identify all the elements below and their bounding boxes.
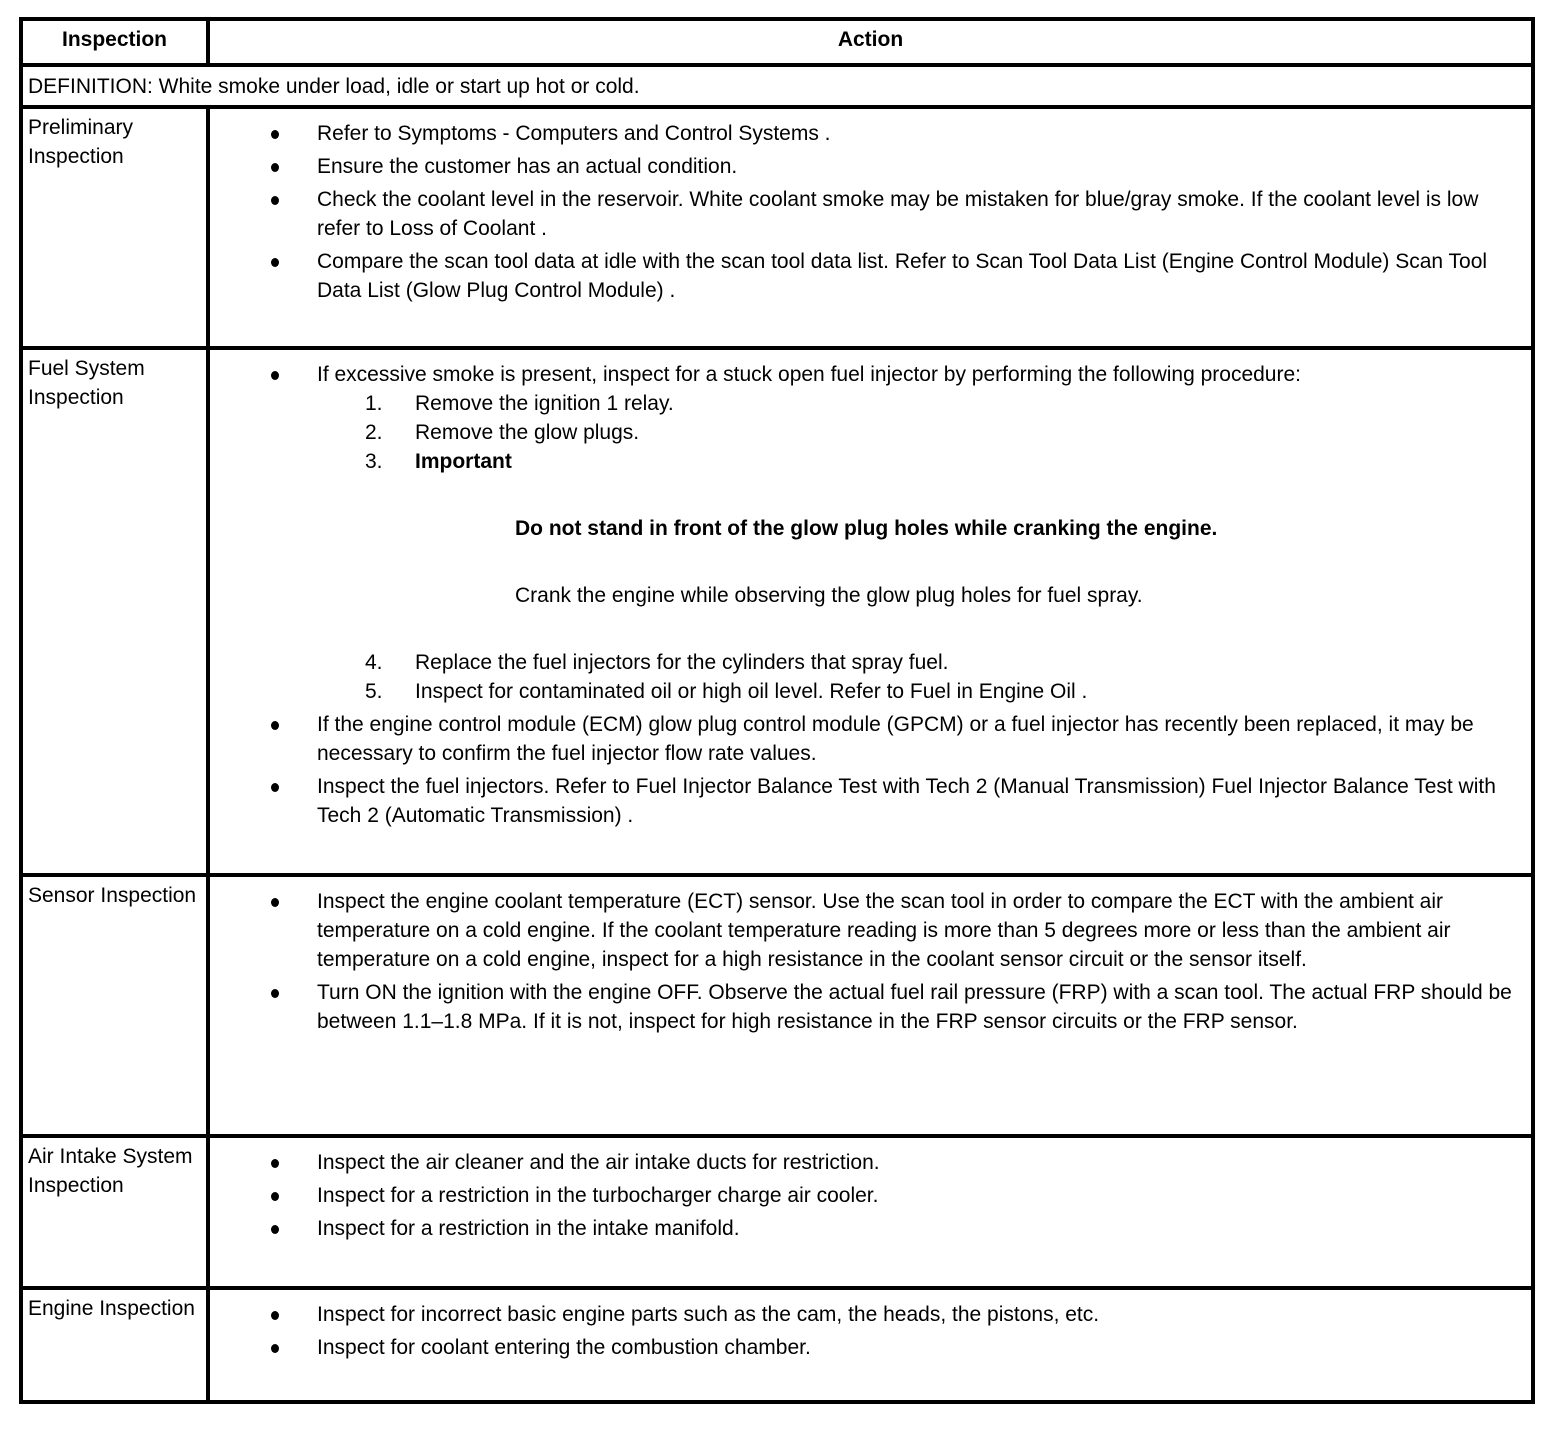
diagnostic-table	[19, 17, 1535, 1404]
inspection-label: Fuel System Inspection	[23, 350, 210, 873]
definition-text: DEFINITION: White smoke under load, idle or start up hot or cold.	[28, 75, 640, 98]
list-item: If the engine control module (ECM) glow plug control module (GPCM) or a fuel injector has recently been replaced, it may be necessary to confirm the fuel injector flow rate values.	[215, 710, 1526, 768]
action-cell	[210, 877, 1531, 1134]
action-cell	[210, 1138, 1531, 1286]
list-item: Ensure the customer has an actual condition.	[215, 152, 1526, 181]
header-inspection: Inspection	[23, 21, 210, 63]
action-cell	[210, 109, 1531, 346]
list-item: Inspect for incorrect basic engine parts such as the cam, the heads, the pistons, etc.	[215, 1300, 1526, 1329]
list-item: Inspect for coolant entering the combustion chamber.	[215, 1333, 1526, 1362]
bullet-icon	[271, 1192, 279, 1201]
table-row	[23, 1134, 1531, 1286]
list-item: Compare the scan tool data at idle with the scan tool data list. Refer to Scan Tool Data List (Engine Control Module) Scan Tool Data List (Glow Plug Control Module) .	[215, 247, 1526, 305]
table-row	[23, 1286, 1531, 1400]
list-item: Inspect for a restriction in the intake manifold.	[215, 1214, 1526, 1243]
list-item: Check the coolant level in the reservoir. White coolant smoke may be mistaken for blue/gray smoke. If the coolant level is low refer to Loss of Coolant .	[215, 185, 1526, 243]
bullet-icon	[271, 898, 279, 907]
action-cell	[210, 350, 1531, 873]
inspection-label: Engine Inspection	[23, 1290, 210, 1400]
step-item: 5. Inspect for contaminated oil or high oil level. Refer to Fuel in Engine Oil .	[365, 680, 1088, 703]
definition-row	[23, 63, 1531, 105]
header-action: Action	[837, 28, 904, 51]
bullet-icon	[271, 783, 279, 792]
bullet-icon	[271, 163, 279, 172]
bullet-icon	[271, 1159, 279, 1168]
bullet-icon	[271, 130, 279, 139]
list-item: Inspect for a restriction in the turbocharger charge air cooler.	[215, 1181, 1526, 1210]
table-row	[23, 346, 1531, 873]
bullet-icon	[271, 989, 279, 998]
list-item: Inspect the engine coolant temperature (ECT) sensor. Use the scan tool in order to compare the ECT with the ambient air temperature on a cold engine. If the coolant temperature reading is more than 5 degrees more or less than the ambient air temperature on a cold engine, inspect for a high resistance in the coolant sensor circuit or the sensor itself.	[215, 887, 1526, 974]
bullet-icon	[271, 1344, 279, 1353]
bullet-icon	[271, 258, 279, 267]
table-row	[23, 105, 1531, 346]
inspection-label: Air Intake System Inspection	[23, 1138, 210, 1286]
step-detail: Crank the engine while observing the glow plug holes for fuel spray.	[515, 584, 1143, 607]
list-item: Refer to Symptoms - Computers and Control Systems .	[215, 119, 1526, 148]
list-item: Turn ON the ignition with the engine OFF. Observe the actual fuel rail pressure (FRP) with a scan tool. The actual FRP should be between 1.1–1.8 MPa. If it is not, inspect for high resistance in the FRP sensor circuits or the FRP sensor.	[215, 978, 1526, 1036]
step-item: 1. Remove the ignition 1 relay.	[365, 392, 674, 415]
bullet-icon	[271, 371, 279, 380]
step-item: 3. Important Do not stand in front of the glow plug holes while cranking the engine. Crank the engine while observing the glow plug holes for fuel spray.	[215, 447, 1526, 648]
step-item: 2. Remove the glow plugs.	[365, 421, 640, 444]
warning-text: Do not stand in front of the glow plug holes while cranking the engine.	[515, 517, 1218, 540]
list-item: Inspect the air cleaner and the air intake ducts for restriction.	[215, 1148, 1526, 1177]
action-cell	[210, 1290, 1531, 1400]
list-item: If excessive smoke is present, inspect for a stuck open fuel injector by performing the following procedure: 1. Remove the ignition 1 relay. 2. Remove the glow plugs. 3. Important Do not stand in front of the glow plug holes while cranking the engine. Crank the engine while observing the glow plug holes for fuel spray. 4. Replace the fuel injectors for the cylinders that spray fuel. 5. Inspect for contaminated oil or high oil level. Refer to Fuel in Engine Oil .	[215, 360, 1526, 706]
header-row	[23, 21, 1531, 63]
bullet-icon	[271, 196, 279, 205]
inspection-label: Sensor Inspection	[23, 877, 210, 1134]
bullet-icon	[271, 721, 279, 730]
step-item: 4. Replace the fuel injectors for the cylinders that spray fuel.	[365, 651, 949, 674]
bullet-icon	[271, 1225, 279, 1234]
inspection-label: Preliminary Inspection	[23, 109, 210, 346]
list-item: Inspect the fuel injectors. Refer to Fuel Injector Balance Test with Tech 2 (Manual Transmission) Fuel Injector Balance Test with Tech 2 (Automatic Transmission) .	[215, 772, 1526, 830]
procedure-steps	[215, 389, 1526, 706]
bullet-icon	[271, 1311, 279, 1320]
table-row	[23, 873, 1531, 1134]
